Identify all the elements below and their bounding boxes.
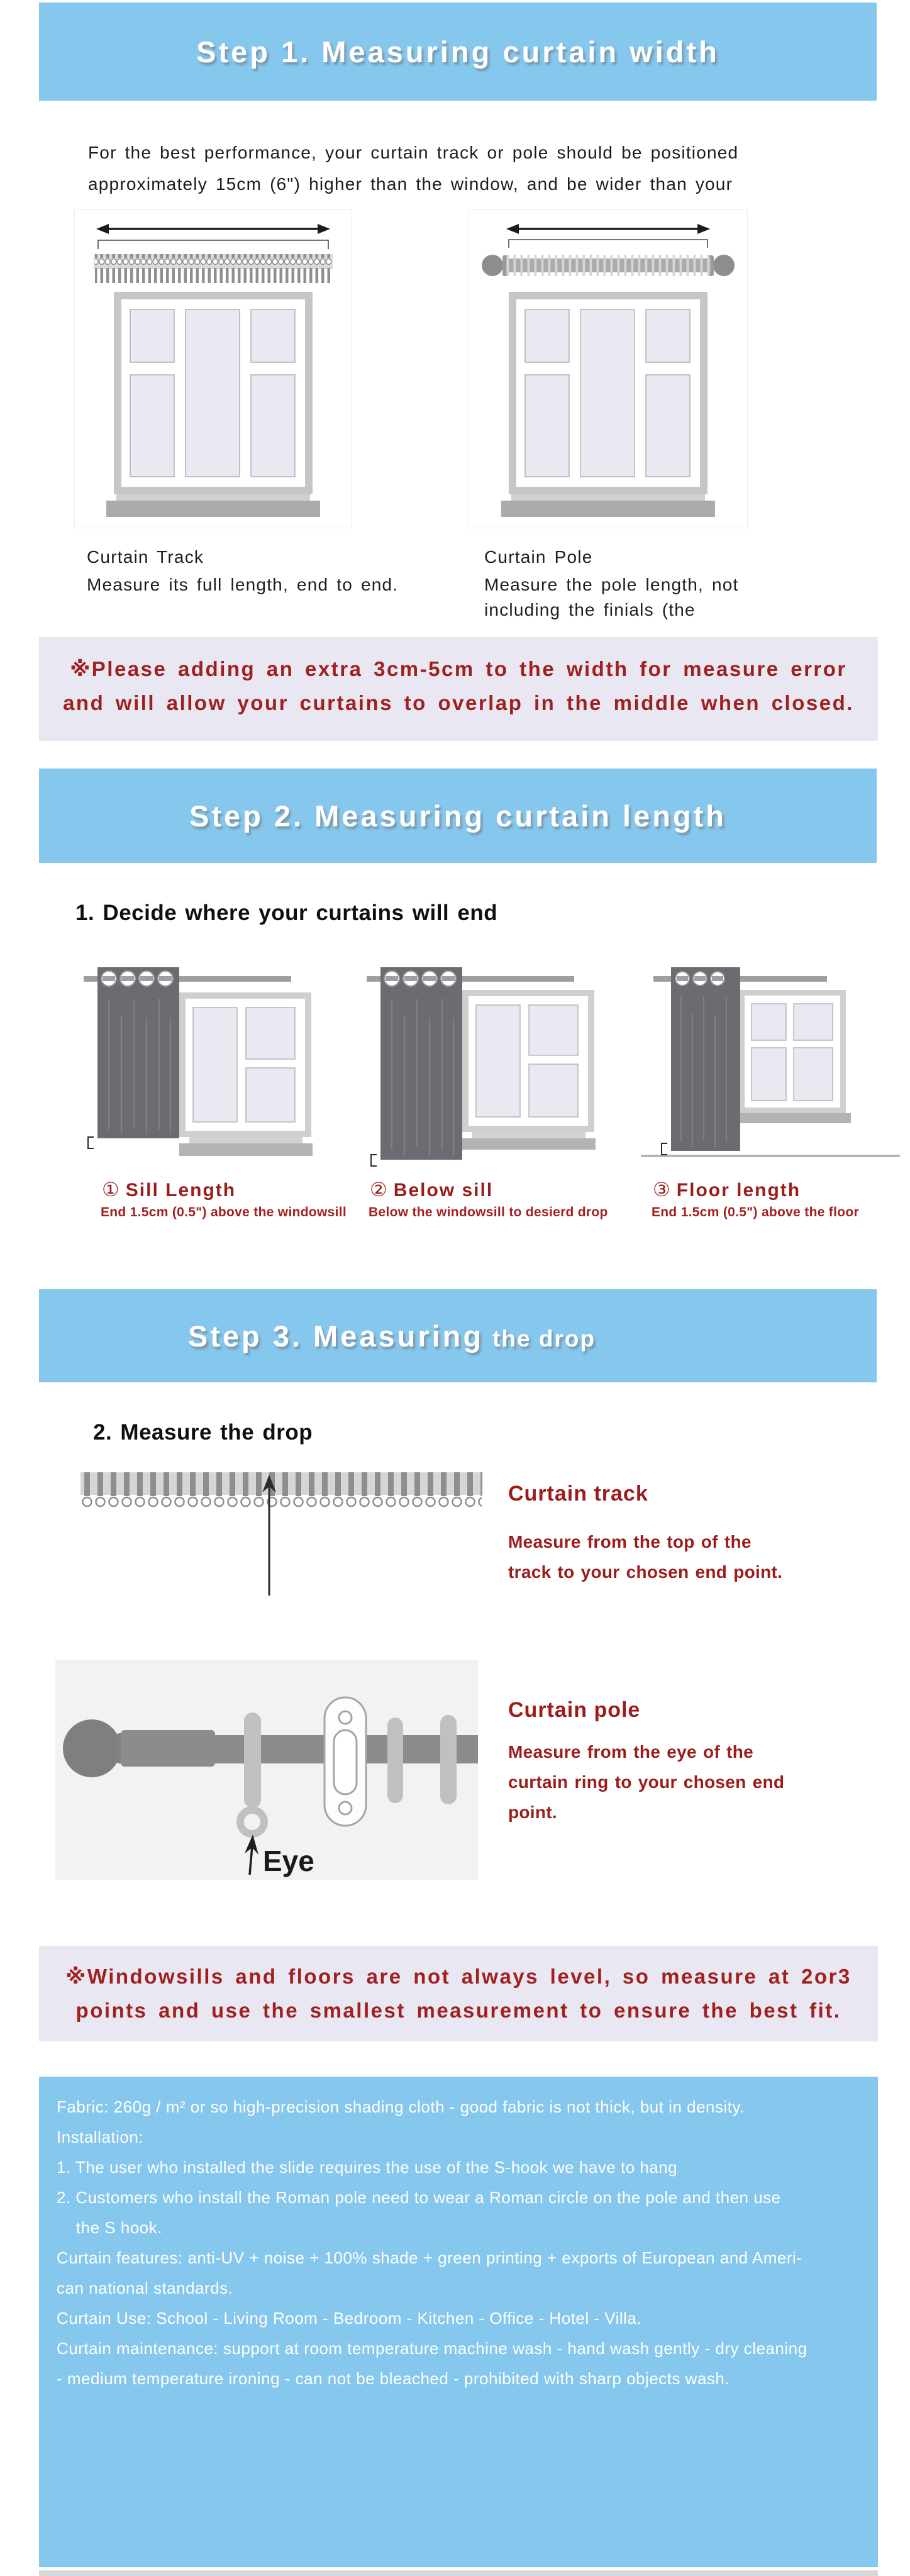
drop-pole-title: Curtain pole (508, 1698, 641, 1722)
step3-banner-title (188, 1319, 596, 1353)
drop-track-diagram (80, 1468, 488, 1601)
option1-number: ① (102, 1179, 121, 1201)
footer-line: Curtain features: anti-UV + noise + 100% shade + green printing + exports of European and Ameri- (57, 2248, 802, 2267)
drop-pole-body (508, 1737, 784, 1828)
option3-title (653, 1179, 801, 1201)
option3-number: ③ (653, 1179, 672, 1201)
drop-track-diagram-svg (80, 1468, 488, 1601)
window (462, 990, 596, 1150)
option2-title (370, 1179, 493, 1201)
step1-intro-line2: approximately 15cm (6") higher than the window, and be wider than your (88, 174, 733, 194)
measure-bracket-icon (371, 1155, 377, 1166)
step2-banner-title: Step 2. Measuring curtain length (189, 799, 726, 833)
footer-line: 2. Customers who install the Roman pole need to wear a Roman circle on the pole and then use (57, 2188, 781, 2207)
drop-pole-body-line3: point. (508, 1802, 557, 1822)
footer-line: can national standards. (57, 2279, 233, 2297)
drop-pole-diagram (55, 1660, 478, 1880)
step3-subheading: 2. Measure the drop (93, 1420, 313, 1445)
step3-banner (39, 1289, 877, 1382)
option1-label: Sill Length (125, 1180, 236, 1201)
drop-pole-body-line1: Measure from the eye of the (508, 1742, 753, 1762)
drop-pole-diagram-svg (55, 1660, 478, 1880)
option1-desc: End 1.5cm (0.5") above the windowsill (101, 1205, 347, 1219)
step3-banner-main: Step 3. Measuring (187, 1319, 484, 1353)
window (501, 292, 715, 517)
curtain-panel (97, 967, 179, 1138)
step1-banner-title: Step 1. Measuring curtain width (196, 35, 719, 69)
grommets (675, 972, 724, 985)
pole-caption-line2: including the finials (the (484, 600, 696, 619)
level-note (39, 1946, 878, 2041)
below-sill-diagram-svg (355, 957, 619, 1169)
footer-line: Curtain Use: School - Living Room - Bedroom - Kitchen - Office - Hotel - Villa. (57, 2309, 642, 2328)
pole-bar (482, 255, 735, 276)
width-note (39, 637, 878, 741)
drop-track-body-line1: Measure from the top of the (508, 1532, 752, 1552)
footer-line: - medium temperature ironing - can not be bleached - prohibited with sharp objects wash. (57, 2369, 730, 2388)
option2-label: Below sill (393, 1180, 494, 1201)
track-caption-title: Curtain Track (87, 547, 204, 567)
step1-banner (39, 3, 877, 101)
option3-label: Floor length (676, 1180, 801, 1201)
step3-banner-sub: the drop (492, 1325, 596, 1352)
measure-bracket-icon (662, 1143, 667, 1155)
floor-length-diagram-svg (638, 957, 902, 1169)
sill-length-diagram (72, 957, 336, 1169)
pole-caption-line1: Measure the pole length, not (484, 575, 739, 594)
step1-intro (88, 137, 738, 200)
footer-line: Fabric: 260g / m² or so high-precision shading cloth - good fabric is not thick, but in density. (57, 2097, 745, 2116)
bottom-divider (39, 2570, 878, 2576)
drop-pole-body-line2: curtain ring to your chosen end (508, 1772, 785, 1792)
curtain-pole-diagram (469, 209, 748, 528)
measure-bracket-icon (88, 1137, 94, 1148)
curtain-pole-diagram-svg (469, 210, 747, 528)
product-details-panel (39, 2077, 878, 2567)
option1-title (102, 1179, 236, 1201)
footer-line: 1. The user who installed the slide requires the use of the S-hook we have to hang (57, 2158, 678, 2177)
pole-caption-title: Curtain Pole (484, 547, 593, 567)
curtain-panel (671, 967, 740, 1151)
curtain-track-diagram-svg (75, 210, 352, 528)
step1-intro-line1: For the best performance, your curtain track or pole should be positioned (88, 143, 739, 162)
sill-length-diagram-svg (72, 957, 336, 1169)
window (179, 992, 313, 1156)
level-note-line2: points and use the smallest measurement to ensure the best fit. (75, 1999, 841, 2022)
option2-desc: Below the windowsill to desierd drop (369, 1205, 608, 1219)
below-sill-diagram (355, 957, 619, 1169)
drop-track-body-line2: track to your chosen end point. (508, 1562, 783, 1582)
floor-length-diagram (638, 957, 902, 1169)
track-bar (94, 254, 333, 283)
wall-bracket (325, 1697, 366, 1826)
curtain-panel (380, 967, 462, 1160)
track-caption-body: Measure its full length, end to end. (87, 575, 399, 594)
width-note-line2: and will allow your curtains to overlap in the middle when closed. (63, 691, 854, 714)
curtain-track-diagram (74, 209, 352, 528)
floor-line (641, 1155, 900, 1157)
window (106, 292, 320, 517)
window (733, 990, 851, 1123)
step2-banner (39, 769, 877, 863)
option2-number: ② (370, 1179, 389, 1201)
step2-subheading: 1. Decide where your curtains will end (75, 901, 498, 925)
level-note-line1: ※Windowsills and floors are not always level, so measure at 2or3 (65, 1965, 852, 1988)
drop-track-title: Curtain track (508, 1482, 648, 1506)
width-arrow-icon (506, 224, 710, 248)
width-note-line1: ※Please adding an extra 3cm-5cm to the width for measure error (70, 657, 847, 680)
width-arrow-icon (96, 224, 330, 249)
footer-line: Curtain maintenance: support at room temperature machine wash - hand wash gently - dry cleaning (57, 2339, 807, 2358)
pole-caption-body (484, 572, 739, 623)
footer-line: the S hook. (57, 2218, 162, 2237)
footer-line: Installation: (57, 2128, 144, 2146)
eye-label: Eye (263, 1845, 314, 1877)
drop-track-body (508, 1527, 782, 1587)
option3-desc: End 1.5cm (0.5") above the floor (652, 1205, 859, 1219)
